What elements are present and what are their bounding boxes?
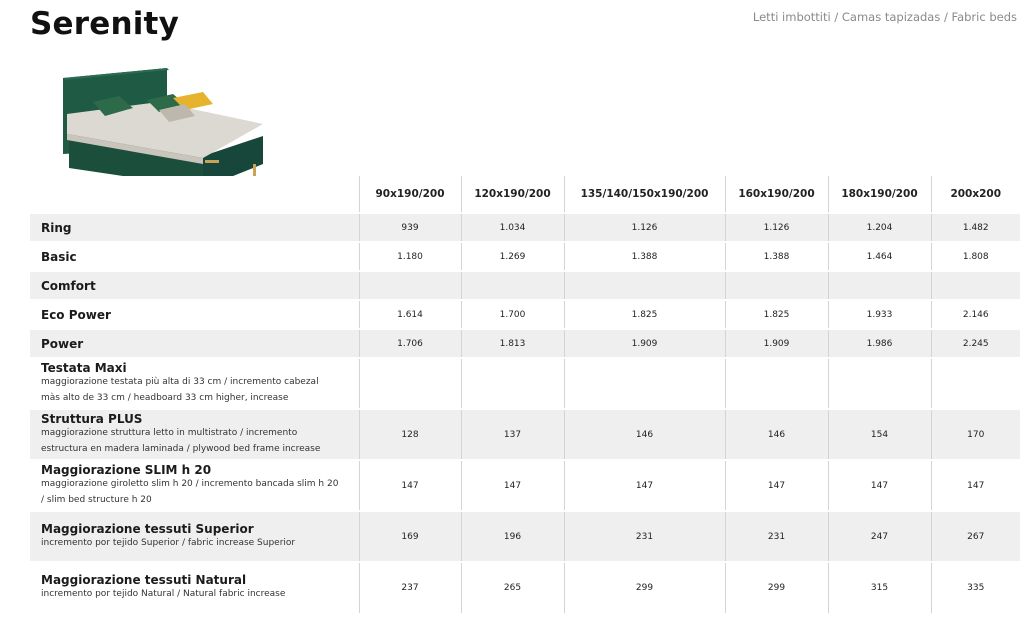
price-cell: 147 [725, 460, 828, 511]
column-header: 120x190/200 [461, 176, 564, 213]
price-cell: 137 [461, 409, 564, 460]
row-name: Basic [41, 249, 77, 264]
price-cell: 1.482 [931, 213, 1020, 242]
price-cell [359, 358, 461, 409]
price-table [30, 176, 1020, 613]
price-cell: 335 [931, 562, 1020, 613]
row-label-cell [30, 242, 359, 271]
row-name: Testata Maxi [41, 361, 127, 375]
price-cell [725, 358, 828, 409]
price-cell: 1.034 [461, 213, 564, 242]
row-label-cell [30, 562, 359, 613]
row-name: Maggiorazione tessuti Natural [41, 573, 247, 588]
table-row [30, 562, 1020, 613]
price-cell: 247 [828, 511, 931, 562]
price-cell: 146 [564, 409, 725, 460]
table-row [30, 271, 1020, 300]
header-blank-cell [30, 176, 359, 213]
price-cell [931, 358, 1020, 409]
price-cell: 1.269 [461, 242, 564, 271]
price-cell: 1.825 [564, 300, 725, 329]
row-name: Struttura PLUS [41, 412, 143, 426]
price-cell: 147 [564, 460, 725, 511]
table-row [30, 300, 1020, 329]
price-cell: 1.388 [564, 242, 725, 271]
price-cell [359, 271, 461, 300]
price-cell: 1.126 [564, 213, 725, 242]
row-name: Ring [41, 220, 72, 235]
price-cell [828, 358, 931, 409]
category-label: Letti imbottiti / Camas tapizadas / Fabric beds [752, 10, 1017, 24]
price-cell: 265 [461, 562, 564, 613]
price-cell: 1.464 [828, 242, 931, 271]
row-label-cell [30, 358, 359, 409]
price-cell: 146 [725, 409, 828, 460]
price-cell: 1.204 [828, 213, 931, 242]
table-row [30, 213, 1020, 242]
price-cell: 237 [359, 562, 461, 613]
row-name: Eco Power [41, 307, 111, 322]
row-label-cell [30, 409, 359, 460]
price-cell: 196 [461, 511, 564, 562]
row-label-cell [30, 460, 359, 511]
price-cell: 1.813 [461, 329, 564, 358]
price-cell: 147 [359, 460, 461, 511]
price-cell: 1.614 [359, 300, 461, 329]
price-cell: 299 [725, 562, 828, 613]
price-cell: 1.909 [725, 329, 828, 358]
table-row [30, 460, 1020, 511]
column-header: 135/140/150x190/200 [564, 176, 725, 213]
price-cell: 267 [931, 511, 1020, 562]
table-row [30, 358, 1020, 409]
price-cell: 1.825 [725, 300, 828, 329]
price-cell: 231 [725, 511, 828, 562]
bed-handle [205, 160, 219, 163]
price-cell: 1.388 [725, 242, 828, 271]
page-title: Serenity [30, 6, 179, 42]
row-name: Power [41, 336, 84, 351]
price-cell [725, 271, 828, 300]
price-cell: 147 [828, 460, 931, 511]
column-header: 200x200 [931, 176, 1020, 213]
row-description-line: maggiorazione struttura letto in multistrato / incremento [41, 428, 298, 438]
row-description-line: incremento por tejido Superior / fabric increase Superior [41, 537, 296, 548]
row-label-cell [30, 329, 359, 358]
column-header: 180x190/200 [828, 176, 931, 213]
price-cell: 154 [828, 409, 931, 460]
table-row [30, 329, 1020, 358]
price-cell: 1.808 [931, 242, 1020, 271]
price-cell: 1.706 [359, 329, 461, 358]
price-cell: 1.700 [461, 300, 564, 329]
row-label-cell [30, 213, 359, 242]
row-description-line: incremento por tejido Natural / Natural fabric increase [41, 589, 286, 600]
price-cell: 128 [359, 409, 461, 460]
row-label-cell [30, 271, 359, 300]
row-name: Maggiorazione SLIM h 20 [41, 463, 212, 477]
column-header: 90x190/200 [359, 176, 461, 213]
row-description-line: / slim bed structure h 20 [41, 494, 152, 505]
price-cell: 2.245 [931, 329, 1020, 358]
price-cell: 299 [564, 562, 725, 613]
price-cell [931, 271, 1020, 300]
table-row [30, 409, 1020, 460]
price-cell: 231 [564, 511, 725, 562]
row-label-cell [30, 300, 359, 329]
table-row [30, 511, 1020, 562]
price-cell: 147 [931, 460, 1020, 511]
row-description-line: màs alto de 33 cm / headboard 33 cm higher, increase [41, 392, 289, 403]
row-label-cell [30, 511, 359, 562]
price-cell: 939 [359, 213, 461, 242]
price-cell [828, 271, 931, 300]
row-description-line: maggiorazione testata più alta di 33 cm / incremento cabezal [41, 377, 319, 387]
column-header: 160x190/200 [725, 176, 828, 213]
price-cell: 2.146 [931, 300, 1020, 329]
bed-leg-right [253, 164, 256, 176]
row-name: Maggiorazione tessuti Superior [41, 521, 254, 536]
price-cell: 1.909 [564, 329, 725, 358]
price-cell: 1.180 [359, 242, 461, 271]
row-description-line: estructura en madera laminada / plywood bed frame increase [41, 443, 321, 454]
table-row [30, 242, 1020, 271]
price-cell: 315 [828, 562, 931, 613]
price-cell: 169 [359, 511, 461, 562]
row-description-line: maggiorazione giroletto slim h 20 / incremento bancada slim h 20 [41, 479, 339, 489]
price-cell: 147 [461, 460, 564, 511]
price-cell: 170 [931, 409, 1020, 460]
price-cell [461, 358, 564, 409]
table-header-row [30, 176, 1020, 213]
price-cell: 1.986 [828, 329, 931, 358]
price-cell [564, 358, 725, 409]
price-cell [461, 271, 564, 300]
price-cell: 1.933 [828, 300, 931, 329]
row-name: Comfort [41, 278, 96, 293]
price-cell: 1.126 [725, 213, 828, 242]
price-cell [564, 271, 725, 300]
